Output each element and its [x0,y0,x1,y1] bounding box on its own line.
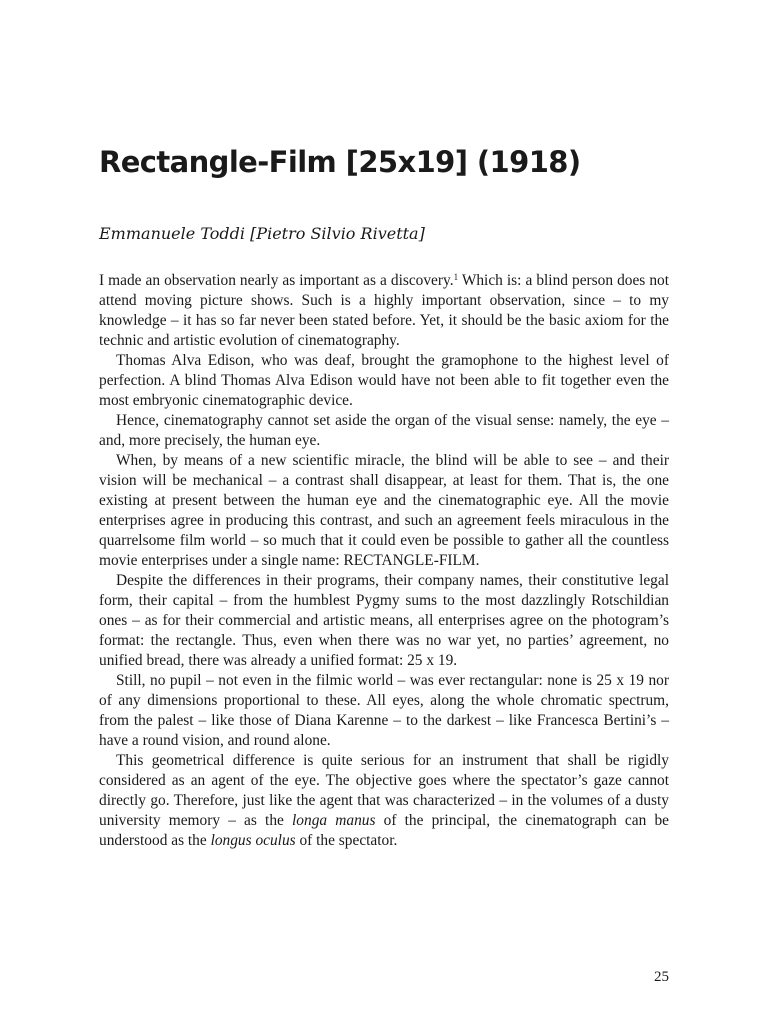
paragraph-text: of the principal, the cinematograph can be understood as the [99,812,669,849]
italic-term: longa manus [292,812,376,829]
footnote-reference[interactable]: 1 [453,272,459,282]
paragraph [99,271,669,351]
italic-term: longus oculus [210,832,296,849]
author-byline: Emmanuele Toddi [Pietro Silvio Rivetta] [99,224,425,243]
article-body [99,271,669,851]
paragraph [99,751,669,851]
paragraph-text: This geometrical difference is quite serious for an instrument that shall be rigidly considered as an agent of the eye. The objective goes where the spectator’s gaze cannot directly go. Therefore, just like the agent that was characterized – in the volumes of a dusty university memory – as the [99,752,669,829]
paragraph: Despite the differences in their programs, their company names, their constitutive legal form, their capital – from the humblest Pygmy sums to the most dazzlingly Rotschildian ones – as for their commercial and artistic means, all enterprises agree on the photogram’s format: the rectangle. Thus, even when there was no war yet, no parties’ agreement, no unified bread, there was already a unified format: 25 x 19. [99,572,669,669]
article-title: Rectangle-Film [25x19] (1918) [99,145,581,179]
paragraph: Hence, cinematography cannot set aside the organ of the visual sense: namely, the eye – and, more precisely, the human eye. [99,412,669,449]
page-number: 25 [654,969,669,985]
paragraph-text: of the spectator. [295,832,398,849]
paragraph: Still, no pupil – not even in the filmic world – was ever rectangular: none is 25 x 19 nor of any dimensions proportional to these. All eyes, along the whole chromatic spectrum, from the palest – like those of Diana Karenne – to the darkest – like Francesca Bertini’s – have a round vision, and round alone. [99,672,669,749]
paragraph-text: I made an observation nearly as important as a discovery. [99,272,454,289]
paragraph-text: Which is: a blind person does not attend moving picture shows. Such is a highly important observation, since – to my knowledge – it has so far never been stated before. Yet, it should be the basic axiom for the technic and artistic evolution of cinematography. [99,272,669,349]
paragraph: When, by means of a new scientific miracle, the blind will be able to see – and their vision will be mechanical – a contrast shall disappear, at least for them. That is, the one existing at present between the human eye and the cinematographic eye. All the movie enterprises agree in producing this contrast, and such an agreement feels miraculous in the quarrelsome film world – so much that it could even be possible to gather all the countless movie enterprises under a single name: RECTANGLE-FILM. [99,452,669,569]
paragraph: Thomas Alva Edison, who was deaf, brought the gramophone to the highest level of perfection. A blind Thomas Alva Edison would have not been able to fit together even the most embryonic cinematographic device. [99,352,669,409]
